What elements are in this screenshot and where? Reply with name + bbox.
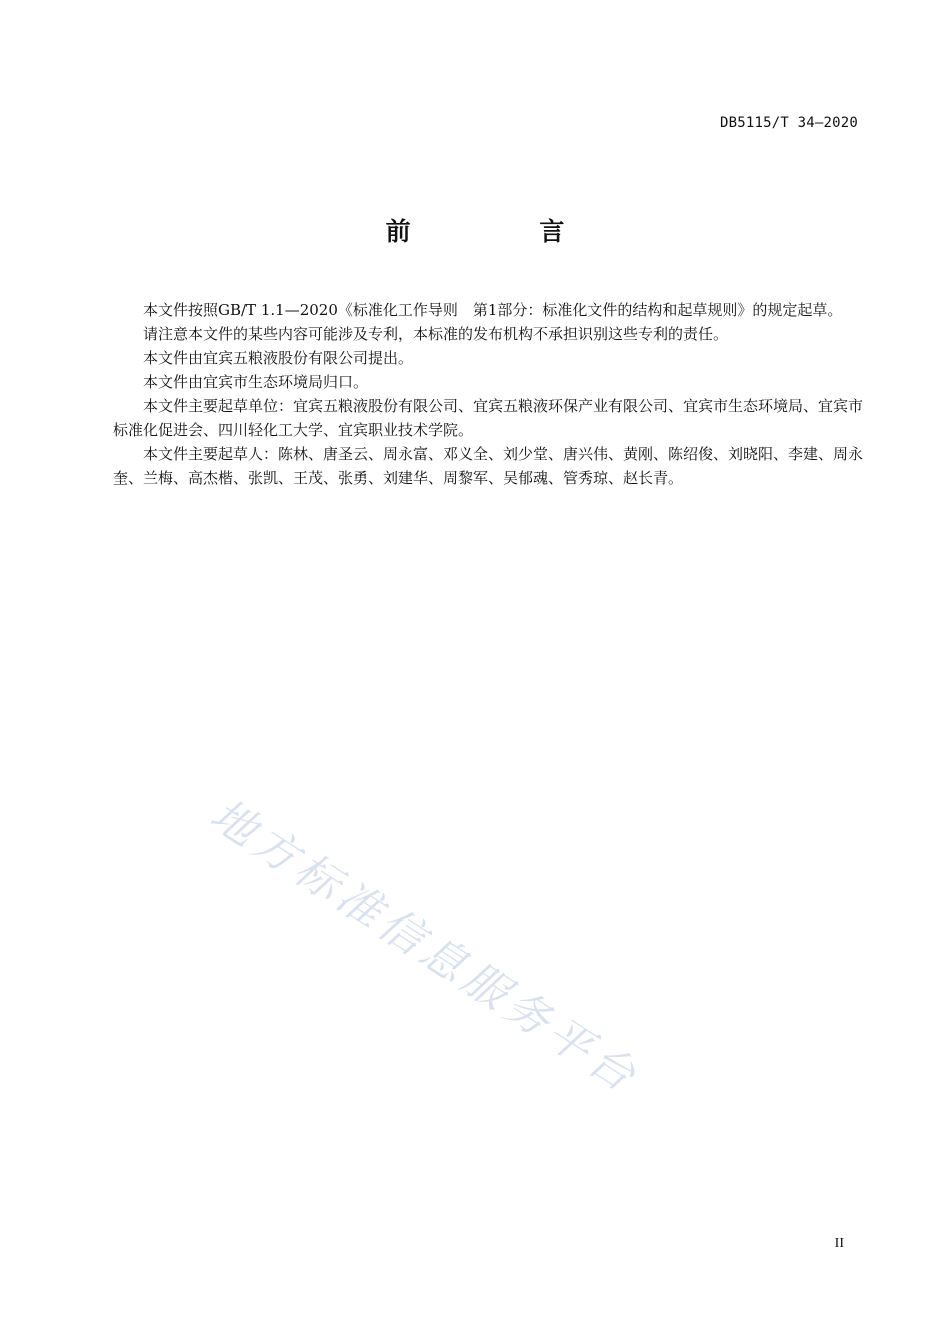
page-title: 前 言 <box>385 217 625 246</box>
paragraph-drafters: 本文件主要起草人：陈林、唐圣云、周永富、邓义全、刘少堂、唐兴伟、黄刚、陈绍俊、刘晓阳、李建、周永奎、兰梅、高杰楷、张凯、王茂、张勇、刘建华、周黎军、吴郁魂、管秀琼、赵长青。 <box>113 445 864 487</box>
document-code: DB5115/T 34—2020 <box>719 115 858 131</box>
paragraph-patent-notice: 请注意本文件的某些内容可能涉及专利，本标准的发布机构不承担识别这些专利的责任。 <box>143 325 729 343</box>
page-number: II <box>834 1236 844 1251</box>
paragraph-administrator: 本文件由宜宾市生态环境局归口。 <box>143 373 369 391</box>
paragraph-proposer: 本文件由宜宾五粮液股份有限公司提出。 <box>143 349 414 367</box>
document-body <box>113 298 863 490</box>
watermark: 地方标准信息服务平台 <box>201 789 649 1105</box>
paragraph-drafting-organizations: 本文件主要起草单位：宜宾五粮液股份有限公司、宜宾五粮液环保产业有限公司、宜宾市生态环境局、宜宾市标准化促进会、四川轻化工大学、宜宾职业技术学院。 <box>113 397 864 439</box>
paragraph-drafting-basis: 本文件按照GB/T 1.1—2020《标准化工作导则 第1部分：标准化文件的结构和起草规则》的规定起草。 <box>143 301 843 319</box>
